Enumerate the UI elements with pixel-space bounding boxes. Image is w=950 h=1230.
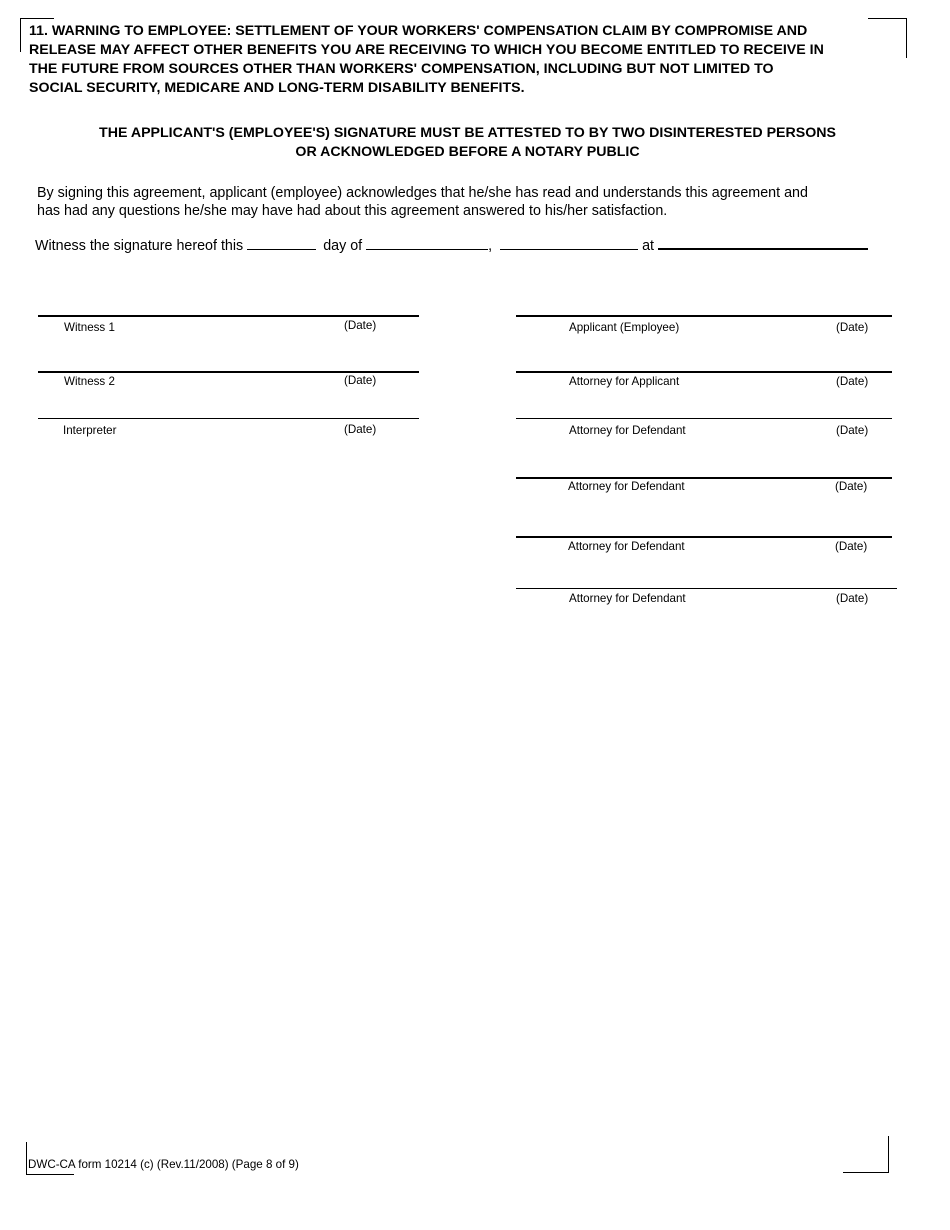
attestation-heading [40, 124, 895, 162]
warning-line: THE FUTURE FROM SOURCES OTHER THAN WORKERS' COMPENSATION, INCLUDING BUT NOT LIMITED TO [29, 61, 774, 77]
interpreter-date-label: (Date) [344, 423, 377, 436]
attorney-defendant-1-label: Attorney for Defendant [569, 424, 686, 437]
corner-mark-bottom-left-h [26, 1174, 74, 1175]
witness-2-date-label: (Date) [344, 374, 377, 387]
year-blank[interactable] [500, 235, 638, 250]
place-blank[interactable] [658, 234, 868, 250]
warning-line: SOCIAL SECURITY, MEDICARE AND LONG-TERM DISABILITY BENEFITS. [29, 80, 525, 96]
acknowledgement-line-1: By signing this agreement, applicant (employee) acknowledges that he/she has read and understands this agreement and [37, 185, 808, 201]
attorney-defendant-4-label: Attorney for Defendant [569, 592, 686, 605]
attestation-line-1: THE APPLICANT'S (EMPLOYEE'S) SIGNATURE MUST BE ATTESTED TO BY TWO DISINTERESTED PERSONS [99, 125, 836, 141]
applicant-signature-line[interactable] [516, 315, 892, 317]
interpreter-signature-line[interactable] [38, 418, 419, 419]
witness-1-date-label: (Date) [344, 319, 377, 332]
corner-mark-bottom-left [26, 1142, 27, 1175]
applicant-date-label: (Date) [836, 321, 869, 334]
acknowledgement-line-2: has had any questions he/she may have had about this agreement answered to his/her satisfaction. [37, 203, 668, 219]
corner-mark-top-left-h [20, 18, 54, 19]
acknowledgement-paragraph [37, 184, 917, 220]
warning-line: RELEASE MAY AFFECT OTHER BENEFITS YOU ARE RECEIVING TO WHICH YOU BECOME ENTITLED TO RECEIVE IN [29, 42, 824, 58]
witness-1-label: Witness 1 [64, 321, 115, 334]
attorney-defendant-2-date-label: (Date) [835, 480, 868, 493]
day-of-label: day of [323, 238, 363, 254]
comma: , [488, 238, 493, 254]
interpreter-label: Interpreter [63, 424, 117, 437]
warning-to-employee [29, 22, 909, 98]
day-blank[interactable] [247, 235, 316, 250]
attorney-applicant-date-label: (Date) [836, 375, 869, 388]
attorney-applicant-signature-line[interactable] [516, 371, 892, 373]
at-label: at [642, 238, 655, 254]
witness-clause [35, 234, 868, 254]
witness-2-signature-line[interactable] [38, 371, 419, 373]
attorney-defendant-1-signature-line[interactable] [516, 418, 892, 419]
corner-mark-top-right-h [868, 18, 906, 19]
attorney-defendant-3-date-label: (Date) [835, 540, 868, 553]
attorney-applicant-label: Attorney for Applicant [569, 375, 680, 388]
witness-1-signature-line[interactable] [38, 315, 419, 317]
form-footer: DWC-CA form 10214 (c) (Rev.11/2008) (Page 8 of 9) [28, 1158, 299, 1171]
attestation-line-2: OR ACKNOWLEDGED BEFORE A NOTARY PUBLIC [295, 144, 640, 160]
attorney-defendant-2-label: Attorney for Defendant [568, 480, 685, 493]
attorney-defendant-1-date-label: (Date) [836, 424, 869, 437]
attorney-defendant-2-signature-line[interactable] [516, 477, 892, 479]
attorney-defendant-4-date-label: (Date) [836, 592, 869, 605]
corner-mark-top-left [20, 18, 21, 52]
month-blank[interactable] [366, 235, 488, 250]
witness-2-label: Witness 2 [64, 375, 115, 388]
corner-mark-bottom-right [888, 1136, 889, 1172]
attorney-defendant-3-label: Attorney for Defendant [568, 540, 685, 553]
witness-clause-prefix: Witness the signature hereof this [35, 238, 244, 254]
attorney-defendant-3-signature-line[interactable] [516, 536, 892, 538]
corner-mark-bottom-right-h [843, 1172, 889, 1173]
warning-line: 11. WARNING TO EMPLOYEE: SETTLEMENT OF YOUR WORKERS' COMPENSATION CLAIM BY COMPROMISE AND [29, 23, 808, 39]
attorney-defendant-4-signature-line[interactable] [516, 588, 897, 589]
applicant-label: Applicant (Employee) [569, 321, 680, 334]
